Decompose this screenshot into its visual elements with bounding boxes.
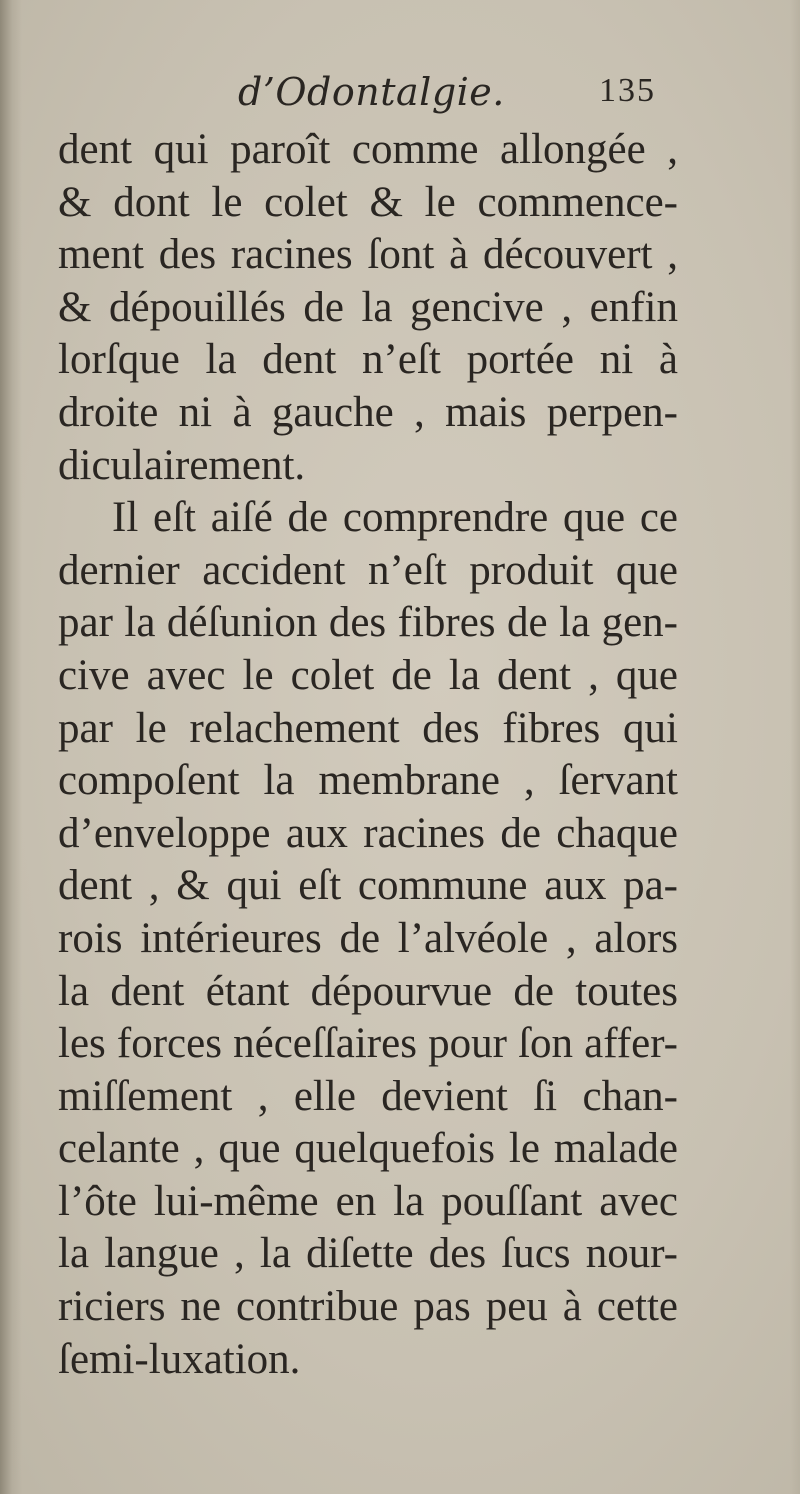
running-title: d’Odontalgie. xyxy=(238,70,505,114)
text-line: la dent étant dépourvue de toutes xyxy=(58,967,678,1015)
text-line: ſemi-luxation. xyxy=(58,1335,301,1383)
text-line: rois intérieures de l’alvéole , alors xyxy=(58,914,678,962)
text-line: & dont le colet & le commence- xyxy=(58,178,678,226)
text-line: droite ni à gauche , mais perpen- xyxy=(58,388,678,436)
text-line: riciers ne contribue pas peu à cette xyxy=(58,1283,678,1331)
text-line: les forces néceſſaires pour ſon affer- xyxy=(58,1020,678,1068)
page-number: 135 xyxy=(599,72,656,109)
page-gutter-shadow xyxy=(0,0,22,1494)
text-line: compoſent la membrane , ſervant xyxy=(58,757,678,805)
text-line: la langue , la diſette des ſucs nour- xyxy=(58,1230,678,1278)
text-line: par la déſunion des fibres de la gen- xyxy=(58,599,678,647)
text-line: ment des racines ſont à découvert , xyxy=(58,231,678,279)
text-line: l’ôte lui-même en la pouſſant avec xyxy=(58,1177,678,1225)
text-line: d’enveloppe aux racines de chaque xyxy=(58,809,678,857)
text-line: & dépouillés de la gencive , enfin xyxy=(58,283,678,331)
text-line: celante , que quelquefois le malade xyxy=(58,1125,678,1173)
body-text xyxy=(58,124,678,1386)
text-line: miſſement , elle devient ſi chan- xyxy=(58,1072,678,1120)
text-line: dent qui paroît comme allongée , xyxy=(58,126,678,173)
text-line: Il eſt aiſé de comprendre que ce xyxy=(112,494,678,542)
text-line: lorſque la dent n’eſt portée ni à xyxy=(58,336,678,384)
text-line: dernier accident n’eſt produit que xyxy=(58,546,678,594)
page-edge xyxy=(790,0,800,1494)
page-header xyxy=(238,70,678,118)
text-line: dent , & qui eſt commune aux pa- xyxy=(58,862,678,910)
text-line: par le relachement des fibres qui xyxy=(58,704,678,752)
text-line: cive avec le colet de la dent , que xyxy=(58,651,678,699)
text-line: diculairement. xyxy=(58,441,306,489)
